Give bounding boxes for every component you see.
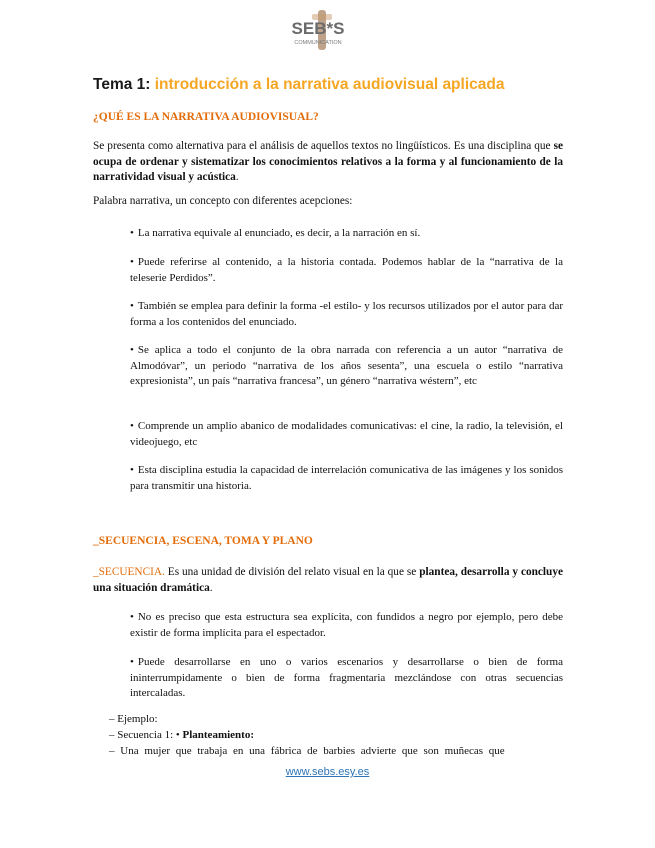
logo-graphic [282,8,354,52]
bullet-text: Esta disciplina estudia la capacidad de interrelación comunicativa de las imágenes y los sonidos para transmitir una historia. [130,464,563,492]
bullet-dot-icon: • [130,344,134,356]
logo-brand: SEB*S [291,19,345,38]
bullet-text: Se aplica a todo el conjunto de la obra narrada con referencia a un autor “narrativa de Almodóvar”, un periodo “narrativa de los años sesenta”, una escuela o estilo “narrativa expresionista”, un país “narrativa francesa”, un género “narrativa wéstern”, etc [130,344,563,387]
intro-bold-text: se ocupa de ordenar y sistematizar los conocimientos relativos a la forma y al funcionamiento de la narratividad visual y acústica [93,140,563,183]
ejemplo-line: – Ejemplo: [109,713,158,725]
secuencia-bold-text: plantea, desarrolla y concluye una situación dramática [93,566,563,594]
bullet-dot-icon: • [130,420,134,432]
logo-subtitle: COMMUNICATION [294,40,342,46]
bullet-item [130,226,563,242]
section-heading-secuencia: _SECUENCIA, ESCENA, TOMA Y PLANO [93,535,313,547]
footer-link[interactable]: www.sebs.esy.es [285,766,370,778]
bullet-text: También se emplea para definir la forma -el estilo- y los recursos utilizados por el autor para dar forma a los contenidos del enunciado. [130,300,563,328]
bullet-text: No es preciso que esta estructura sea explícita, con fundidos a negro por ejemplo, pero debe existir de forma implícita para el espectador. [130,611,563,639]
bullet-item [130,610,563,641]
secuencia-end: . [209,581,213,594]
secuencia-definition [93,565,563,596]
secuencia-text: Es una unidad de división del relato visual en la que se [164,566,420,578]
secuencia-1-prefix: – Secuencia 1: • [109,729,183,741]
palabra-paragraph: Palabra narrativa, un concepto con diferentes acepciones: [93,195,353,207]
bullet-item [130,299,563,330]
page-title [93,76,504,94]
secuencia-label: _SECUENCIA. [93,566,165,578]
bullet-item [130,343,563,390]
section-heading-narrativa: ¿QUÉ ES LA NARRATIVA AUDIOVISUAL? [93,111,319,123]
title-prefix: Tema 1: [93,76,151,93]
bullet-dot-icon: • [130,656,134,668]
intro-text: Se presenta como alternativa para el análisis de aquellos textos no lingüísticos. Es una disciplina que [93,140,554,152]
secuencia-1-line [109,728,563,744]
bullet-text: Puede desarrollarse en uno o varios escenarios y desarrollarse o bien de forma ininterrumpidamente o bien de forma fragmentaria mezclándose con otras secuencias intercaladas. [130,656,563,699]
bullet-item [130,655,563,702]
bullet-text: La narrativa equivale al enunciado, es decir, a la narración en sí. [137,227,421,239]
bullet-dot-icon: • [130,464,134,476]
bullet-item [130,463,563,494]
bullet-item [130,255,563,286]
bullet-dot-icon: • [130,227,134,239]
bullet-dot-icon: • [130,300,134,312]
intro-paragraph [93,139,563,186]
bullet-dot-icon: • [130,256,134,268]
title-main: introducción a la narrativa audiovisual aplicada [154,76,505,93]
bullet-text: Comprende un amplio abanico de modalidades comunicativas: el cine, la radio, la televisión, el videojuego, etc [130,420,563,448]
sebs-logo [282,8,354,52]
planteamiento-label: Planteamiento: [182,729,254,741]
mujer-line: – Una mujer que trabaja en una fábrica de barbies advierte que son muñecas que [109,745,505,757]
intro-end: . [235,171,239,183]
bullet-item [130,419,563,450]
bullet-text: Puede referirse al contenido, a la historia contada. Podemos hablar de la “narrativa de la teleserie Perdidos”. [130,256,563,284]
bullet-dot-icon: • [130,611,134,623]
